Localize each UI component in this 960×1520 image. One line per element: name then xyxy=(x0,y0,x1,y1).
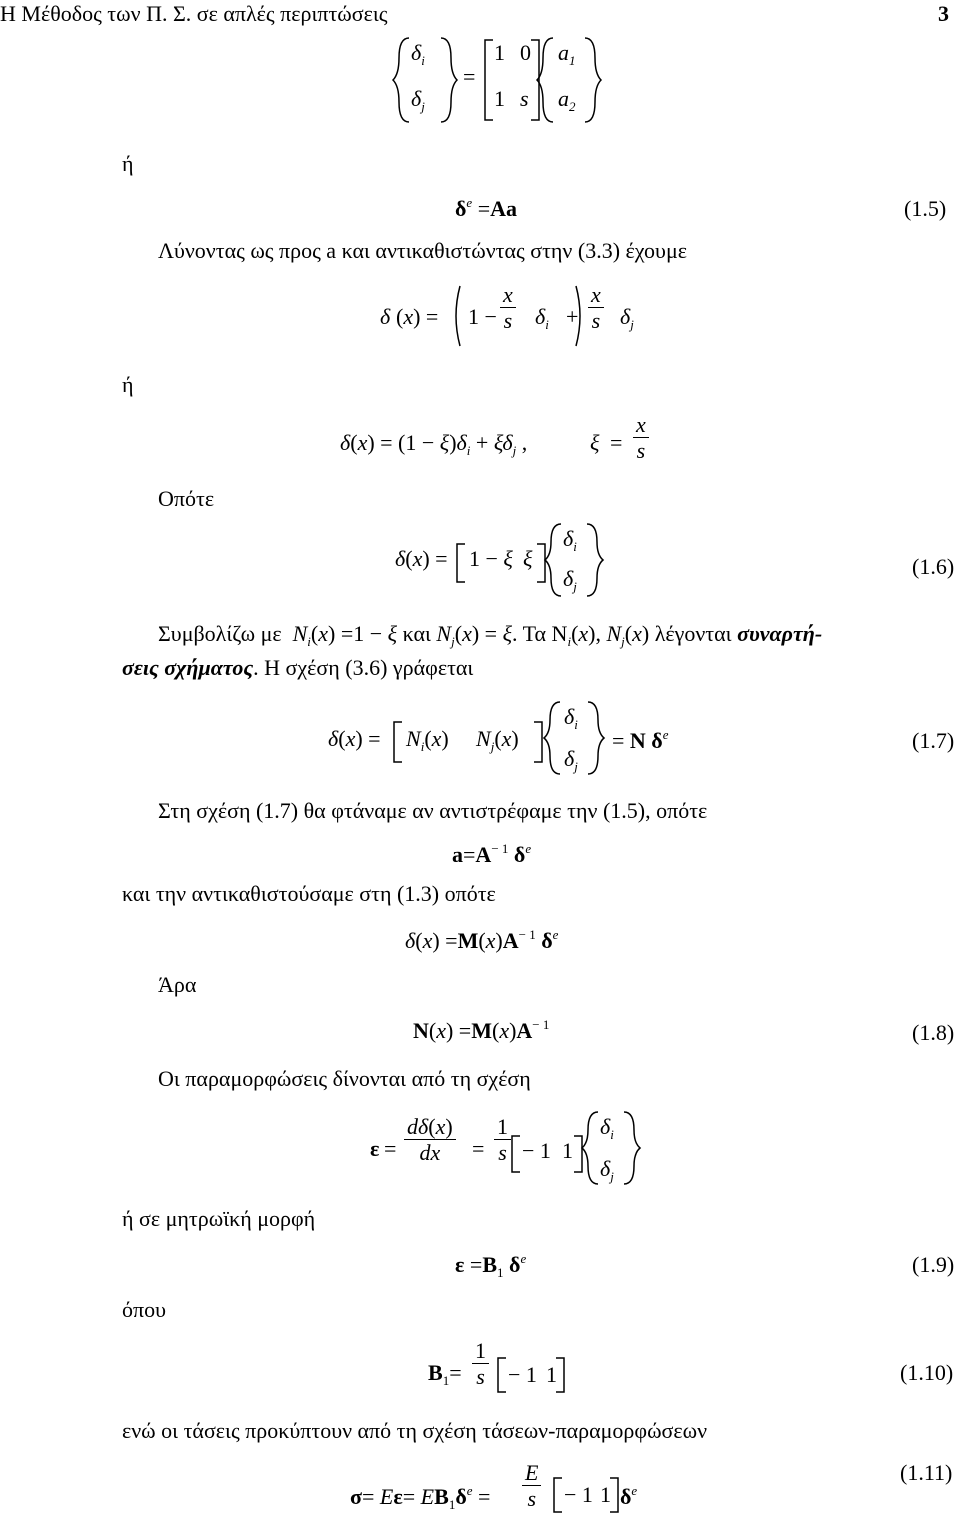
sentence-kai-tin: και την αντικαθιστούσαμε στη (1.3) οπότε xyxy=(122,881,496,906)
equation-number-1-9: (1.9) xyxy=(912,1252,955,1277)
term-synartiseis-1: συναρτή- xyxy=(737,621,823,646)
sentence-symvolizo-pre: Συμβολίζω με xyxy=(158,621,282,646)
equation-number-1-5: (1.5) xyxy=(904,196,947,221)
word-i-mitroiki: ή σε μητρωϊκή μορφή xyxy=(122,1206,316,1231)
word-or-1: ή xyxy=(122,151,134,176)
sentence-sti-sxesi: Στη σχέση (1.7) θα φτάναμε αν αντιστρέφαμε την (1.5), οπότε xyxy=(158,798,708,823)
equation-a-inverse: $a=A^{- 1}$ $\delta^e$ xyxy=(452,841,532,867)
word-ta: . Τα N xyxy=(511,621,568,646)
word-kai: και xyxy=(402,621,431,646)
equation-number-1-11: (1.11) xyxy=(900,1460,953,1485)
equation-delta-matrix: $\delta_i$ $\delta_j$ = 1 0 1 s $a_1$ $a_2$ xyxy=(393,34,603,126)
page-number: 3 xyxy=(938,1,949,26)
equation-number-1-6: (1.6) xyxy=(912,554,955,579)
equation-1-9: $\varepsilon =B_1$ $\delta^e$ xyxy=(455,1251,527,1280)
word-opote: Οπότε xyxy=(158,486,215,511)
word-or-2: ή xyxy=(122,372,134,397)
equation-1-5: $\delta^e =Aa$ xyxy=(455,195,518,221)
sentence-eno-oi: ενώ οι τάσεις προκύπτουν από τη σχέση τάσεων-παραμορφώσεων xyxy=(122,1418,708,1443)
running-header: Η Μέθοδος των Π. Σ. σε απλές περιπτώσεις xyxy=(0,1,388,26)
sentence-oi-paramorfoseis: Οι παραμορφώσεις δίνονται από τη σχέση xyxy=(158,1066,531,1091)
word-ara: Άρα xyxy=(158,972,197,997)
equation-delta-M: $\delta(x) =M(x)A^{- 1}$ $\delta^e$ xyxy=(405,927,559,953)
equation-1-8: $N(x) =M(x)A^{- 1}$ xyxy=(413,1017,550,1043)
equation-number-1-10: (1.10) xyxy=(900,1360,954,1385)
sentence-schimatos xyxy=(122,657,473,679)
equation-number-1-8: (1.8) xyxy=(912,1020,955,1045)
term-synartiseis-2: σεις σχήματος xyxy=(122,655,254,680)
sentence-symvolizo: Συμβολίζω με $N_i(x) =1 - \xi$ και $N_j(x) = \xi$. Τα $N_i(x)$, $N_j(x)$ λέγονται συναρτή- xyxy=(158,621,823,649)
sentence-sxesi-36: . Η σχέση (3.6) γράφεται xyxy=(253,655,474,680)
equation-number-1-7: (1.7) xyxy=(912,728,955,753)
sentence-lyontas: Λύνοντας ως προς a και αντικαθιστώντας στην (3.3) έχουμε xyxy=(158,238,687,263)
word-opou: όπου xyxy=(122,1297,166,1322)
word-legontai: λέγονται xyxy=(654,621,732,646)
